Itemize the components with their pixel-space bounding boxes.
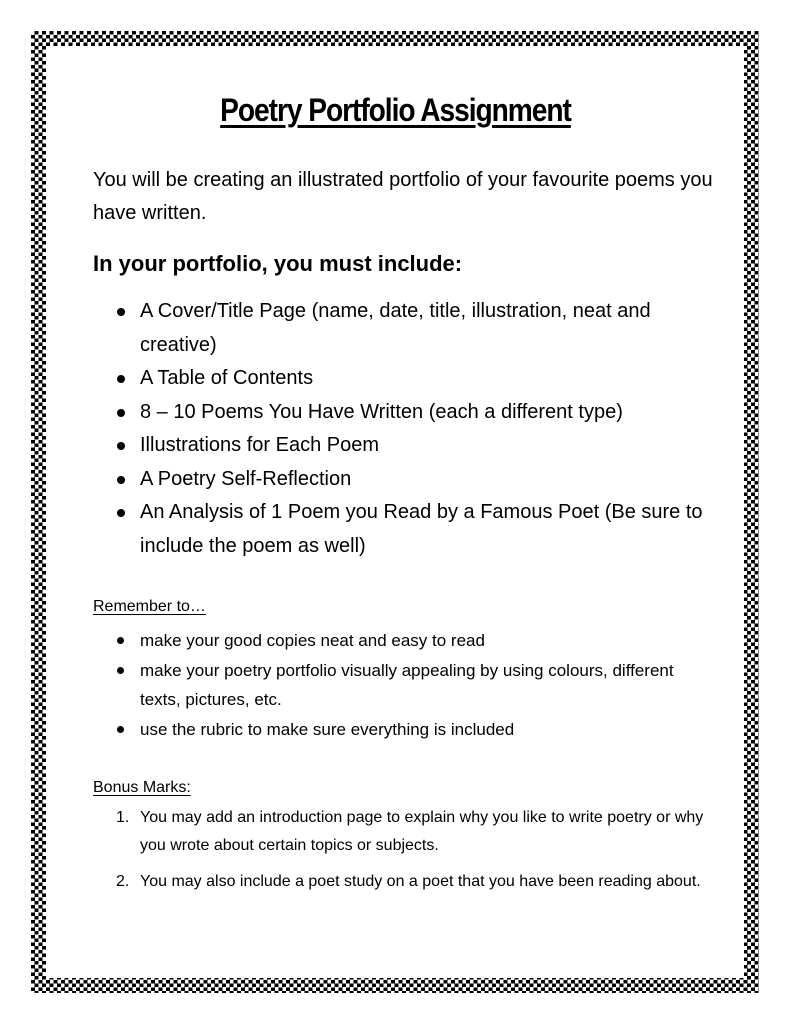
item-text: You may also include a poet study on a poet that you have been reading about. bbox=[140, 873, 701, 890]
list-item: A Table of Contents bbox=[93, 362, 708, 396]
item-text: You may add an introduction page to explain why you like to write poetry or why you wrote about certain topics or subjects. bbox=[140, 809, 704, 854]
list-item: A Poetry Self-Reflection bbox=[93, 463, 708, 497]
include-list bbox=[93, 295, 708, 563]
list-item: use the rubric to make sure everything is included bbox=[93, 715, 713, 745]
remember-list bbox=[93, 626, 713, 744]
list-item: A Cover/Title Page (name, date, title, illustration, neat and creative) bbox=[93, 295, 708, 362]
list-item bbox=[93, 868, 713, 896]
include-heading: In your portfolio, you must include: bbox=[93, 251, 463, 276]
bonus-list bbox=[93, 804, 713, 905]
bonus-heading: Bonus Marks: bbox=[93, 779, 191, 796]
list-item: make your poetry portfolio visually appealing by using colours, different texts, pictures, etc. bbox=[93, 656, 713, 715]
list-item: An Analysis of 1 Poem you Read by a Famous Poet (Be sure to include the poem as well) bbox=[93, 496, 708, 563]
list-item bbox=[93, 804, 713, 859]
item-number: 1. bbox=[116, 809, 130, 826]
intro-paragraph: You will be creating an illustrated portfolio of your favourite poems you have written. bbox=[93, 169, 713, 224]
list-item: make your good copies neat and easy to read bbox=[93, 626, 713, 656]
list-item: Illustrations for Each Poem bbox=[93, 429, 708, 463]
list-item: 8 – 10 Poems You Have Written (each a different type) bbox=[93, 396, 708, 430]
remember-heading: Remember to… bbox=[93, 598, 206, 615]
page-title: Poetry Portfolio Assignment bbox=[220, 92, 571, 128]
item-number: 2. bbox=[116, 873, 130, 890]
